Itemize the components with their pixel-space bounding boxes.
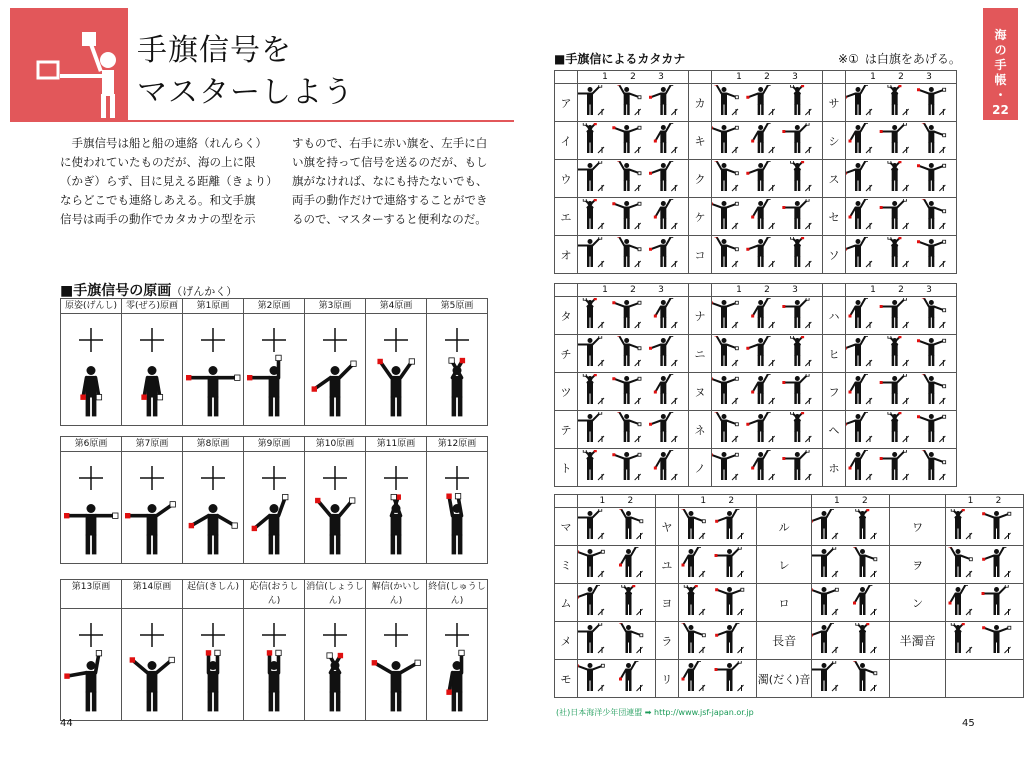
semaphore-figure-icon [122, 452, 182, 563]
kana-signal [712, 236, 823, 274]
semaphore-figure-icon [946, 509, 1023, 545]
kana-signal [846, 122, 957, 160]
semaphore-figure-icon [712, 374, 822, 410]
grid-header: 第14原画 [122, 580, 183, 609]
semaphore-figure-icon [946, 623, 1023, 659]
semaphore-figure-icon [846, 450, 956, 486]
kana-label: タ [555, 297, 578, 335]
grid-header: 消信(しょうしん) [305, 580, 366, 609]
kana-label: ム [555, 584, 578, 622]
kana-row [555, 198, 957, 236]
semaphore-figure-icon [846, 336, 956, 372]
grid-header: 第4原画 [366, 299, 427, 314]
long-vowel-label: 長音 [756, 622, 812, 660]
grid-header: 零(ぜろ)原画 [122, 299, 183, 314]
grid-header: 第7原画 [122, 437, 183, 452]
kana-signal [846, 198, 957, 236]
kana-signal [846, 297, 957, 335]
semaphore-figure-icon [812, 509, 889, 545]
kana-label: ノ [689, 449, 712, 487]
kana-label: セ [823, 198, 846, 236]
original-pose-grid-2 [60, 436, 488, 564]
grid-header: 第5原画 [427, 299, 488, 314]
semaphore-figure-icon [578, 412, 688, 448]
semaphore-figure-icon [712, 336, 822, 372]
semaphore-figure-icon [712, 161, 822, 197]
kana-label: ロ [756, 584, 812, 622]
pose-cell [427, 314, 488, 426]
page-number-right: 45 [962, 718, 975, 729]
kana-signal [578, 297, 689, 335]
header-red-box [10, 8, 128, 120]
semaphore-figure-icon [846, 374, 956, 410]
page-title [137, 30, 354, 114]
side-tab: 海 の 手 帳 ・ 22 [983, 8, 1018, 120]
kana-row [555, 84, 957, 122]
kana-label: ヌ [689, 373, 712, 411]
kana-block-1: 1 2 3 1 2 3 1 2 3 ア カ サ イ キ シ ウ ク ス エ ケ セ オ コ ソ [554, 70, 957, 274]
pose-cell [244, 452, 305, 564]
kana-block-2: 1 2 3 1 2 3 1 2 3 タ ナ ハ チ ニ ヒ ツ ヌ フ テ ネ ヘ ト ノ ホ [554, 283, 957, 487]
semaphore-figure-icon [578, 161, 688, 197]
semaphore-figure-icon [244, 452, 304, 563]
grid-header: 第12原画 [427, 437, 488, 452]
kana-signal [578, 122, 689, 160]
kana-label: コ [689, 236, 712, 274]
page-number-left: 44 [60, 718, 73, 729]
grid-header: 第1原画 [183, 299, 244, 314]
kana-label: ワ [890, 508, 946, 546]
kana-label: ク [689, 160, 712, 198]
semaphore-figure-icon [846, 123, 956, 159]
kana-label: エ [555, 198, 578, 236]
kana-label: マ [555, 508, 578, 546]
semaphore-figure-icon [846, 412, 956, 448]
kana-label: ヘ [823, 411, 846, 449]
footer-link[interactable]: (社)日本海洋少年団連盟 ➡ http://www.jsf-japan.or.jp [556, 708, 754, 717]
kana-label: ナ [689, 297, 712, 335]
semaphore-figure-icon [846, 237, 956, 273]
kana-signal [846, 335, 957, 373]
pose-cell [183, 452, 244, 564]
pose-cell [244, 314, 305, 426]
semaphore-figure-icon [183, 609, 243, 720]
semaphore-figure-icon [305, 609, 365, 720]
grid-header: 応信(おうしん) [244, 580, 305, 609]
kana-label: ケ [689, 198, 712, 236]
url-link[interactable]: http://www.jsf-japan.or.jp [654, 708, 754, 717]
grid-header: 原姿(げんし) [61, 299, 122, 314]
kana-label: メ [555, 622, 578, 660]
kana-label: リ [655, 660, 678, 698]
kana-row [555, 160, 957, 198]
semaphore-figure-icon [712, 298, 822, 334]
semaphore-figure-icon [366, 609, 426, 720]
kana-label: カ [689, 84, 712, 122]
semaphore-figure-icon [946, 547, 1023, 583]
kana-label: モ [555, 660, 578, 698]
semaphore-figure-icon [427, 452, 487, 563]
kana-signal [712, 297, 823, 335]
kana-row [555, 122, 957, 160]
kana-signal [578, 373, 689, 411]
semaphore-figure-icon [578, 123, 688, 159]
semaphore-figure-icon [578, 199, 688, 235]
semaphore-figure-icon [812, 623, 889, 659]
semaphore-figure-icon [679, 623, 756, 659]
semaphore-figure-icon [427, 314, 487, 425]
kana-label: ヨ [655, 584, 678, 622]
kana-label: レ [756, 546, 812, 584]
kana-row [555, 449, 957, 487]
kana-signal [846, 411, 957, 449]
semaphore-figure-icon [679, 509, 756, 545]
title-line-1: 手旗信号を [137, 33, 292, 68]
kana-label: ホ [823, 449, 846, 487]
original-pose-grid-3 [60, 579, 488, 721]
grid-header: 第6原画 [61, 437, 122, 452]
kana-label: ス [823, 160, 846, 198]
pose-cell [122, 609, 183, 721]
pose-cell [427, 452, 488, 564]
kana-label: ソ [823, 236, 846, 274]
arrow-icon: ➡ [644, 708, 652, 717]
intro-column-1: 手旗信号は船と船の連絡（れんらく） に使われていたものだが、海の上に限 （かぎ）らず、目に見える距離（きょり） ならどこでも連絡しあえる。和文手旗 信号は両手の動作でカタカナの型を示 [60, 136, 278, 226]
semaphore-figure-icon [712, 412, 822, 448]
grid-header: 第11原画 [366, 437, 427, 452]
semaphore-figure-icon [679, 547, 756, 583]
kana-signal [846, 84, 957, 122]
half-voiced-label: 半濁音 [890, 622, 946, 660]
kana-signal [712, 198, 823, 236]
semaphore-figure-icon [712, 450, 822, 486]
kana-label: ヒ [823, 335, 846, 373]
semaphore-figure-icon [578, 547, 655, 583]
title-line-2: マスターしよう [137, 75, 354, 110]
pose-cell [183, 314, 244, 426]
kana-signal [712, 335, 823, 373]
kana-signal [578, 335, 689, 373]
pose-cell [366, 314, 427, 426]
kana-signal [578, 160, 689, 198]
semaphore-figure-icon [846, 85, 956, 121]
kana-signal [712, 84, 823, 122]
kana-row [555, 411, 957, 449]
pose-cell [427, 609, 488, 721]
pose-cell [244, 609, 305, 721]
pose-cell [122, 452, 183, 564]
kana-row [555, 660, 1024, 698]
kana-signal [846, 449, 957, 487]
semaphore-figure-icon [712, 85, 822, 121]
grid-header: 終信(しゅうしん) [427, 580, 488, 609]
section-title: ■手旗信号の原画（げんかく） [60, 283, 238, 299]
semaphore-figure-icon [578, 298, 688, 334]
semaphore-figure-icon [812, 661, 889, 697]
kana-row [555, 335, 957, 373]
intro-column-2: すもので、右手に赤い旗を、左手に白 い旗を持って信号を送るのだが、もし 旗がなければ、なにも持たないでも、 両手の動作だけで連絡することができ るので、マスターすると便利なのだ。 [292, 136, 488, 226]
semaphore-figure-icon [578, 661, 655, 697]
kana-label: ラ [655, 622, 678, 660]
semaphore-figure-icon [846, 199, 956, 235]
semaphore-figure-icon [578, 374, 688, 410]
grid-header: 第8原画 [183, 437, 244, 452]
kana-label: ヤ [655, 508, 678, 546]
kana-label: ツ [555, 373, 578, 411]
kana-row [555, 508, 1024, 546]
pose-cell [305, 314, 366, 426]
kana-label: チ [555, 335, 578, 373]
kana-label: テ [555, 411, 578, 449]
semaphore-figure-icon [846, 298, 956, 334]
kana-label: ハ [823, 297, 846, 335]
semaphore-figure-icon [946, 585, 1023, 621]
white-flag-note: ※① は白旗をあげる。 [838, 52, 961, 66]
grid-header: 第2原画 [244, 299, 305, 314]
voiced-label: 濁(だく)音 [756, 660, 812, 698]
grid-header: 第3原画 [305, 299, 366, 314]
semaphore-figure-icon [679, 661, 756, 697]
semaphore-figure-icon [712, 199, 822, 235]
semaphore-figure-icon [427, 609, 487, 720]
kana-label: ア [555, 84, 578, 122]
semaphore-figure-icon [679, 585, 756, 621]
flag-signaler-icon [10, 8, 128, 120]
grid-header: 解信(かいしん) [366, 580, 427, 609]
kana-row [555, 297, 957, 335]
semaphore-figure-icon [244, 314, 304, 425]
pose-cell [305, 452, 366, 564]
kana-label: キ [689, 122, 712, 160]
semaphore-figure-icon [305, 452, 365, 563]
semaphore-figure-icon [578, 336, 688, 372]
semaphore-figure-icon [244, 609, 304, 720]
kana-signal [578, 84, 689, 122]
semaphore-figure-icon [578, 623, 655, 659]
kana-label: サ [823, 84, 846, 122]
kana-signal [578, 449, 689, 487]
kana-label: ユ [655, 546, 678, 584]
semaphore-figure-icon [366, 314, 426, 425]
pose-cell [61, 314, 122, 426]
pose-cell [61, 452, 122, 564]
grid-header: 第9原画 [244, 437, 305, 452]
pose-cell [366, 609, 427, 721]
kana-label: ニ [689, 335, 712, 373]
semaphore-figure-icon [366, 452, 426, 563]
semaphore-figure-icon [183, 452, 243, 563]
pose-cell [61, 609, 122, 721]
semaphore-figure-icon [578, 85, 688, 121]
kana-label: シ [823, 122, 846, 160]
semaphore-figure-icon [578, 237, 688, 273]
kana-label: ミ [555, 546, 578, 584]
kana-signal [846, 373, 957, 411]
kana-label: イ [555, 122, 578, 160]
semaphore-figure-icon [61, 452, 121, 563]
kana-signal [712, 122, 823, 160]
kana-signal [712, 449, 823, 487]
kana-signal [578, 411, 689, 449]
original-pose-grid-1 [60, 298, 488, 426]
kana-signal [712, 411, 823, 449]
kana-signal [578, 236, 689, 274]
title-rule [10, 120, 514, 122]
pose-cell [305, 609, 366, 721]
kana-signal [712, 160, 823, 198]
semaphore-figure-icon [578, 585, 655, 621]
semaphore-figure-icon [122, 609, 182, 720]
kana-signal [712, 373, 823, 411]
semaphore-figure-icon [305, 314, 365, 425]
pose-cell [366, 452, 427, 564]
kana-label: フ [823, 373, 846, 411]
kana-label: ル [756, 508, 812, 546]
kana-section-title: ■手旗信によるカタカナ [554, 52, 686, 66]
kana-row [555, 584, 1024, 622]
pose-cell [122, 314, 183, 426]
semaphore-figure-icon [812, 585, 889, 621]
semaphore-figure-icon [61, 314, 121, 425]
kana-signal [846, 160, 957, 198]
kana-signal [578, 198, 689, 236]
semaphore-figure-icon [846, 161, 956, 197]
kana-block-3: 1 2 1 2 1 2 1 2 マ ヤ ル ワ ミ ユ レ ヲ ム ヨ ロ ン メ ラ 長音 半濁音 モ リ 濁(だく)音 [554, 494, 1024, 698]
semaphore-figure-icon [183, 314, 243, 425]
semaphore-figure-icon [122, 314, 182, 425]
grid-header: 起信(きしん) [183, 580, 244, 609]
kana-label: ネ [689, 411, 712, 449]
semaphore-figure-icon [712, 123, 822, 159]
kana-row [555, 236, 957, 274]
grid-header: 第13原画 [61, 580, 122, 609]
kana-row [555, 373, 957, 411]
kana-label: ト [555, 449, 578, 487]
pose-cell [183, 609, 244, 721]
kana-label: ヲ [890, 546, 946, 584]
semaphore-figure-icon [812, 547, 889, 583]
semaphore-figure-icon [578, 509, 655, 545]
kana-label: ン [890, 584, 946, 622]
kana-row [555, 622, 1024, 660]
semaphore-figure-icon [712, 237, 822, 273]
kana-signal [846, 236, 957, 274]
semaphore-figure-icon [578, 450, 688, 486]
semaphore-figure-icon [61, 609, 121, 720]
kana-label: ウ [555, 160, 578, 198]
kana-label: オ [555, 236, 578, 274]
grid-header: 第10原画 [305, 437, 366, 452]
kana-row [555, 546, 1024, 584]
